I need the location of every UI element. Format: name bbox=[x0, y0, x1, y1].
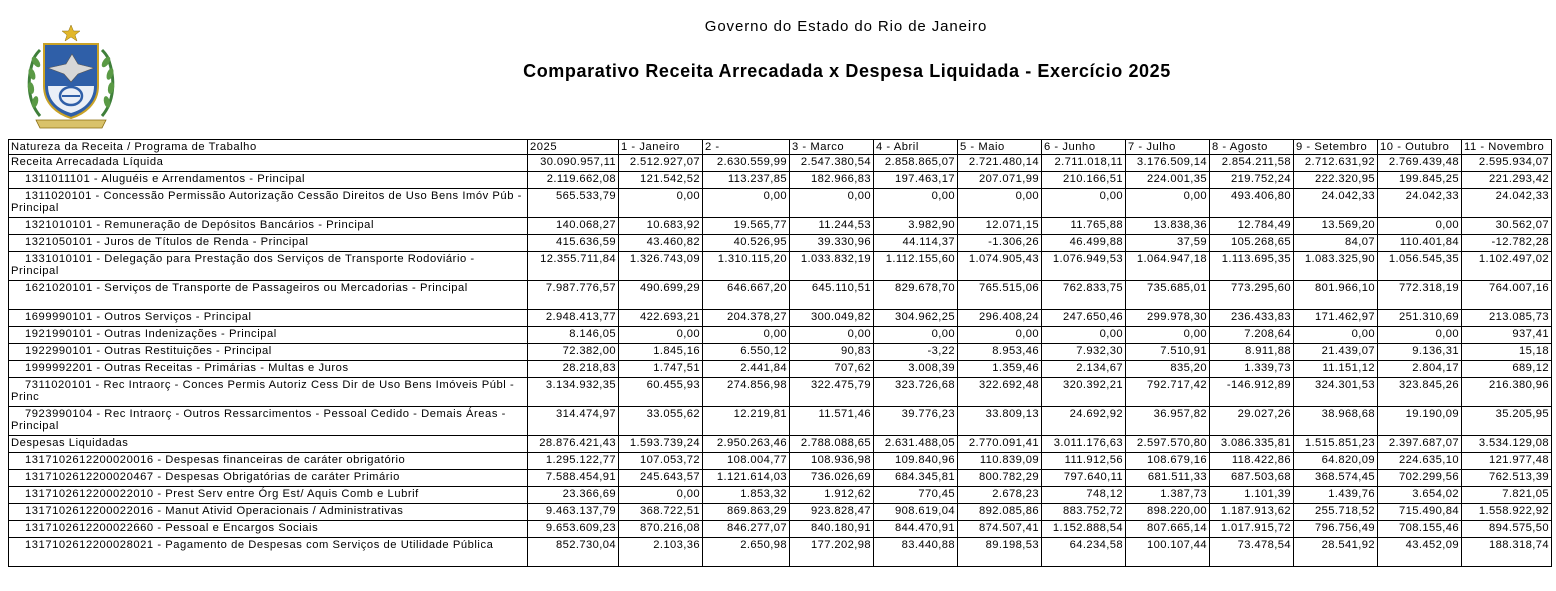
month-value-cell: 300.049,82 bbox=[790, 310, 874, 327]
month-value-cell: 2.595.934,07 bbox=[1462, 155, 1552, 172]
month-value-cell: 3.982,90 bbox=[874, 218, 958, 235]
month-value-cell: 224.001,35 bbox=[1126, 172, 1210, 189]
section-total-row bbox=[9, 155, 1552, 172]
month-value-cell: 39.330,96 bbox=[790, 235, 874, 252]
month-value-cell: 800.782,29 bbox=[958, 470, 1042, 487]
month-value-cell: 708.155,46 bbox=[1378, 521, 1462, 538]
year-total-cell: 8.146,05 bbox=[528, 327, 619, 344]
column-header-period: 2025 bbox=[528, 140, 619, 155]
month-value-cell: 0,00 bbox=[1126, 189, 1210, 218]
month-value-cell: 64.234,58 bbox=[1042, 538, 1126, 567]
month-value-cell: 2.631.488,05 bbox=[874, 436, 958, 453]
month-value-cell: 46.499,88 bbox=[1042, 235, 1126, 252]
month-value-cell: 1.187.913,62 bbox=[1210, 504, 1294, 521]
month-value-cell: 21.439,07 bbox=[1294, 344, 1378, 361]
year-total-cell: 30.090.957,11 bbox=[528, 155, 619, 172]
month-value-cell: -3,22 bbox=[874, 344, 958, 361]
month-value-cell: 121.977,48 bbox=[1462, 453, 1552, 470]
month-value-cell: 43.460,82 bbox=[619, 235, 703, 252]
month-value-cell: 0,00 bbox=[958, 327, 1042, 344]
month-value-cell: 247.650,46 bbox=[1042, 310, 1126, 327]
month-value-cell: 0,00 bbox=[874, 189, 958, 218]
month-value-cell: 2.788.088,65 bbox=[790, 436, 874, 453]
month-value-cell: 0,00 bbox=[703, 189, 790, 218]
month-value-cell: 646.667,20 bbox=[703, 281, 790, 310]
year-total-cell: 12.355.711,84 bbox=[528, 252, 619, 281]
month-value-cell: 2.103,36 bbox=[619, 538, 703, 567]
month-value-cell: 109.840,96 bbox=[874, 453, 958, 470]
month-value-cell: 177.202,98 bbox=[790, 538, 874, 567]
month-value-cell: 2.950.263,46 bbox=[703, 436, 790, 453]
month-value-cell: 219.752,24 bbox=[1210, 172, 1294, 189]
section-label: Receita Arrecadada Líquida bbox=[9, 155, 528, 172]
year-total-cell: 7.588.454,91 bbox=[528, 470, 619, 487]
table-row bbox=[9, 281, 1552, 310]
month-value-cell: -146.912,89 bbox=[1210, 378, 1294, 407]
column-header-period: 9 - Setembro bbox=[1294, 140, 1378, 155]
month-value-cell: 216.380,96 bbox=[1462, 378, 1552, 407]
month-value-cell: 64.820,09 bbox=[1294, 453, 1378, 470]
month-value-cell: 28.541,92 bbox=[1294, 538, 1378, 567]
month-value-cell: 304.962,25 bbox=[874, 310, 958, 327]
month-value-cell: 2.854.211,58 bbox=[1210, 155, 1294, 172]
table-row bbox=[9, 172, 1552, 189]
month-value-cell: 1.056.545,35 bbox=[1378, 252, 1462, 281]
month-value-cell: 36.957,82 bbox=[1126, 407, 1210, 436]
year-total-cell: 7.987.776,57 bbox=[528, 281, 619, 310]
month-value-cell: 923.828,47 bbox=[790, 504, 874, 521]
month-value-cell: 10.683,92 bbox=[619, 218, 703, 235]
table-row bbox=[9, 344, 1552, 361]
column-header-period: 4 - Abril bbox=[874, 140, 958, 155]
month-value-cell: 1.747,51 bbox=[619, 361, 703, 378]
month-value-cell: 764.007,16 bbox=[1462, 281, 1552, 310]
month-value-cell: 894.575,50 bbox=[1462, 521, 1552, 538]
month-value-cell: 299.978,30 bbox=[1126, 310, 1210, 327]
month-value-cell: 892.085,86 bbox=[958, 504, 1042, 521]
month-value-cell: 835,20 bbox=[1126, 361, 1210, 378]
year-total-cell: 9.463.137,79 bbox=[528, 504, 619, 521]
month-value-cell: 323.845,26 bbox=[1378, 378, 1462, 407]
month-value-cell: 772.318,19 bbox=[1378, 281, 1462, 310]
month-value-cell: 29.027,26 bbox=[1210, 407, 1294, 436]
month-value-cell: 213.085,73 bbox=[1462, 310, 1552, 327]
month-value-cell: 1.339,73 bbox=[1210, 361, 1294, 378]
month-value-cell: 1.033.832,19 bbox=[790, 252, 874, 281]
month-value-cell: 105.268,65 bbox=[1210, 235, 1294, 252]
month-value-cell: 2.769.439,48 bbox=[1378, 155, 1462, 172]
month-value-cell: 121.542,52 bbox=[619, 172, 703, 189]
month-value-cell: 645.110,51 bbox=[790, 281, 874, 310]
column-header-period: 2 - bbox=[703, 140, 790, 155]
month-value-cell: 0,00 bbox=[619, 189, 703, 218]
month-value-cell: 1.310.115,20 bbox=[703, 252, 790, 281]
month-value-cell: 171.462,97 bbox=[1294, 310, 1378, 327]
row-label: 1317102612200022016 - Manut Ativid Operacionais / Administrativas bbox=[9, 504, 528, 521]
month-value-cell: 792.717,42 bbox=[1126, 378, 1210, 407]
month-value-cell: 30.562,07 bbox=[1462, 218, 1552, 235]
column-header-period: 1 - Janeiro bbox=[619, 140, 703, 155]
month-value-cell: 222.320,95 bbox=[1294, 172, 1378, 189]
month-value-cell: 684.345,81 bbox=[874, 470, 958, 487]
row-label: 7311020101 - Rec Intraorç - Conces Permis Autoriz Cess Dir de Uso Bens Imóveis Públ - Princ bbox=[9, 378, 528, 407]
column-header-period: 7 - Julho bbox=[1126, 140, 1210, 155]
month-value-cell: 11.244,53 bbox=[790, 218, 874, 235]
month-value-cell: 255.718,52 bbox=[1294, 504, 1378, 521]
month-value-cell: 323.726,68 bbox=[874, 378, 958, 407]
month-value-cell: 1.074.905,43 bbox=[958, 252, 1042, 281]
month-value-cell: 39.776,23 bbox=[874, 407, 958, 436]
month-value-cell: 707,62 bbox=[790, 361, 874, 378]
table-row bbox=[9, 504, 1552, 521]
month-value-cell: 1.593.739,24 bbox=[619, 436, 703, 453]
month-value-cell: 9.136,31 bbox=[1378, 344, 1462, 361]
month-value-cell: 0,00 bbox=[874, 327, 958, 344]
row-label: 1321050101 - Juros de Títulos de Renda - Principal bbox=[9, 235, 528, 252]
year-total-cell: 72.382,00 bbox=[528, 344, 619, 361]
month-value-cell: -1.306,26 bbox=[958, 235, 1042, 252]
row-label: 1311020101 - Concessão Permissão Autorização Cessão Direitos de Uso Bens Imóv Púb - Principal bbox=[9, 189, 528, 218]
month-value-cell: 2.630.559,99 bbox=[703, 155, 790, 172]
section-label: Despesas Liquidadas bbox=[9, 436, 528, 453]
month-value-cell: 3.008,39 bbox=[874, 361, 958, 378]
month-value-cell: 937,41 bbox=[1462, 327, 1552, 344]
month-value-cell: 0,00 bbox=[619, 327, 703, 344]
month-value-cell: 3.011.176,63 bbox=[1042, 436, 1126, 453]
month-value-cell: 251.310,69 bbox=[1378, 310, 1462, 327]
month-value-cell: 2.397.687,07 bbox=[1378, 436, 1462, 453]
table-row bbox=[9, 378, 1552, 407]
month-value-cell: 33.055,62 bbox=[619, 407, 703, 436]
row-label: 1999992201 - Outras Receitas - Primárias - Multas e Juros bbox=[9, 361, 528, 378]
table-row bbox=[9, 521, 1552, 538]
month-value-cell: 24.692,92 bbox=[1042, 407, 1126, 436]
month-value-cell: 1.515.851,23 bbox=[1294, 436, 1378, 453]
month-value-cell: 765.515,06 bbox=[958, 281, 1042, 310]
month-value-cell: 2.597.570,80 bbox=[1126, 436, 1210, 453]
month-value-cell: 689,12 bbox=[1462, 361, 1552, 378]
month-value-cell: 11.151,12 bbox=[1294, 361, 1378, 378]
column-header-period: 10 - Outubro bbox=[1378, 140, 1462, 155]
month-value-cell: 715.490,84 bbox=[1378, 504, 1462, 521]
table-row bbox=[9, 487, 1552, 504]
month-value-cell: 3.086.335,81 bbox=[1210, 436, 1294, 453]
column-header-period: 3 - Marco bbox=[790, 140, 874, 155]
table-row bbox=[9, 453, 1552, 470]
month-value-cell: 83.440,88 bbox=[874, 538, 958, 567]
month-value-cell: 2.712.631,92 bbox=[1294, 155, 1378, 172]
month-value-cell: 210.166,51 bbox=[1042, 172, 1126, 189]
month-value-cell: 493.406,80 bbox=[1210, 189, 1294, 218]
month-value-cell: 0,00 bbox=[1126, 327, 1210, 344]
table-row bbox=[9, 407, 1552, 436]
month-value-cell: 108.679,16 bbox=[1126, 453, 1210, 470]
month-value-cell: 2.711.018,11 bbox=[1042, 155, 1126, 172]
month-value-cell: 801.966,10 bbox=[1294, 281, 1378, 310]
month-value-cell: 1.853,32 bbox=[703, 487, 790, 504]
row-label: 1317102612200020467 - Despesas Obrigatórias de caráter Primário bbox=[9, 470, 528, 487]
month-value-cell: 12.071,15 bbox=[958, 218, 1042, 235]
month-value-cell: 44.114,37 bbox=[874, 235, 958, 252]
month-value-cell: 1.064.947,18 bbox=[1126, 252, 1210, 281]
month-value-cell: 274.856,98 bbox=[703, 378, 790, 407]
month-value-cell: 24.042,33 bbox=[1294, 189, 1378, 218]
month-value-cell: 368.574,45 bbox=[1294, 470, 1378, 487]
column-header-period: 8 - Agosto bbox=[1210, 140, 1294, 155]
month-value-cell: 6.550,12 bbox=[703, 344, 790, 361]
month-value-cell: 1.101,39 bbox=[1210, 487, 1294, 504]
month-value-cell: 0,00 bbox=[790, 189, 874, 218]
month-value-cell: 735.685,01 bbox=[1126, 281, 1210, 310]
month-value-cell: 490.699,29 bbox=[619, 281, 703, 310]
table-row bbox=[9, 538, 1552, 567]
month-value-cell: 773.295,60 bbox=[1210, 281, 1294, 310]
month-value-cell: 35.205,95 bbox=[1462, 407, 1552, 436]
month-value-cell: 869.863,29 bbox=[703, 504, 790, 521]
month-value-cell: 1.017.915,72 bbox=[1210, 521, 1294, 538]
month-value-cell: 37,59 bbox=[1126, 235, 1210, 252]
month-value-cell: 797.640,11 bbox=[1042, 470, 1126, 487]
year-total-cell: 415.636,59 bbox=[528, 235, 619, 252]
month-value-cell: 2.770.091,41 bbox=[958, 436, 1042, 453]
month-value-cell: 296.408,24 bbox=[958, 310, 1042, 327]
year-total-cell: 2.948.413,77 bbox=[528, 310, 619, 327]
year-total-cell: 852.730,04 bbox=[528, 538, 619, 567]
month-value-cell: 2.678,23 bbox=[958, 487, 1042, 504]
month-value-cell: 3.654,02 bbox=[1378, 487, 1462, 504]
month-value-cell: 0,00 bbox=[1042, 327, 1126, 344]
month-value-cell: 11.765,88 bbox=[1042, 218, 1126, 235]
month-value-cell: 898.220,00 bbox=[1126, 504, 1210, 521]
table-row bbox=[9, 327, 1552, 344]
table-row bbox=[9, 235, 1552, 252]
month-value-cell: 111.912,56 bbox=[1042, 453, 1126, 470]
month-value-cell: 762.833,75 bbox=[1042, 281, 1126, 310]
table-row bbox=[9, 470, 1552, 487]
month-value-cell: 908.619,04 bbox=[874, 504, 958, 521]
month-value-cell: 829.678,70 bbox=[874, 281, 958, 310]
month-value-cell: 3.176.509,14 bbox=[1126, 155, 1210, 172]
month-value-cell: 0,00 bbox=[958, 189, 1042, 218]
month-value-cell: 7.510,91 bbox=[1126, 344, 1210, 361]
month-value-cell: 13.569,20 bbox=[1294, 218, 1378, 235]
table-row bbox=[9, 361, 1552, 378]
month-value-cell: 3.534.129,08 bbox=[1462, 436, 1552, 453]
month-value-cell: 110.839,09 bbox=[958, 453, 1042, 470]
row-label: 7923990104 - Rec Intraorç - Outros Ressarcimentos - Pessoal Cedido - Demais Áreas - Principal bbox=[9, 407, 528, 436]
month-value-cell: 2.134,67 bbox=[1042, 361, 1126, 378]
month-value-cell: 681.511,33 bbox=[1126, 470, 1210, 487]
month-value-cell: 188.318,74 bbox=[1462, 538, 1552, 567]
table-row bbox=[9, 189, 1552, 218]
month-value-cell: 236.433,83 bbox=[1210, 310, 1294, 327]
month-value-cell: 1.121.614,03 bbox=[703, 470, 790, 487]
year-total-cell: 2.119.662,08 bbox=[528, 172, 619, 189]
month-value-cell: 197.463,17 bbox=[874, 172, 958, 189]
month-value-cell: 110.401,84 bbox=[1378, 235, 1462, 252]
month-value-cell: 107.053,72 bbox=[619, 453, 703, 470]
month-value-cell: 108.936,98 bbox=[790, 453, 874, 470]
month-value-cell: 736.026,69 bbox=[790, 470, 874, 487]
month-value-cell: 118.422,86 bbox=[1210, 453, 1294, 470]
month-value-cell: 15,18 bbox=[1462, 344, 1552, 361]
month-value-cell: 1.912,62 bbox=[790, 487, 874, 504]
month-value-cell: 108.004,77 bbox=[703, 453, 790, 470]
month-value-cell: 368.722,51 bbox=[619, 504, 703, 521]
table-row bbox=[9, 218, 1552, 235]
month-value-cell: 12.219,81 bbox=[703, 407, 790, 436]
month-value-cell: 100.107,44 bbox=[1126, 538, 1210, 567]
month-value-cell: 11.571,46 bbox=[790, 407, 874, 436]
month-value-cell: 221.293,42 bbox=[1462, 172, 1552, 189]
month-value-cell: 1.102.497,02 bbox=[1462, 252, 1552, 281]
month-value-cell: 7.821,05 bbox=[1462, 487, 1552, 504]
month-value-cell: 1.152.888,54 bbox=[1042, 521, 1126, 538]
month-value-cell: 40.526,95 bbox=[703, 235, 790, 252]
month-value-cell: 2.721.480,14 bbox=[958, 155, 1042, 172]
month-value-cell: 796.756,49 bbox=[1294, 521, 1378, 538]
row-label: 1921990101 - Outras Indenizações - Principal bbox=[9, 327, 528, 344]
year-total-cell: 140.068,27 bbox=[528, 218, 619, 235]
month-value-cell: 33.809,13 bbox=[958, 407, 1042, 436]
month-value-cell: 1.076.949,53 bbox=[1042, 252, 1126, 281]
row-label: 1922990101 - Outras Restituições - Principal bbox=[9, 344, 528, 361]
month-value-cell: 807.665,14 bbox=[1126, 521, 1210, 538]
month-value-cell: 182.966,83 bbox=[790, 172, 874, 189]
month-value-cell: 24.042,33 bbox=[1378, 189, 1462, 218]
row-label: 1317102612200022010 - Prest Serv entre Órg Est/ Aquis Comb e Lubrif bbox=[9, 487, 528, 504]
column-header-period: 6 - Junho bbox=[1042, 140, 1126, 155]
month-value-cell: 870.216,08 bbox=[619, 521, 703, 538]
month-value-cell: 204.378,27 bbox=[703, 310, 790, 327]
row-label: 1311011101 - Aluguéis e Arrendamentos - Principal bbox=[9, 172, 528, 189]
row-label: 1317102612200020016 - Despesas financeiras de caráter obrigatório bbox=[9, 453, 528, 470]
month-value-cell: 2.441,84 bbox=[703, 361, 790, 378]
month-value-cell: 43.452,09 bbox=[1378, 538, 1462, 567]
month-value-cell: 24.042,33 bbox=[1462, 189, 1552, 218]
month-value-cell: 1.558.922,92 bbox=[1462, 504, 1552, 521]
row-label: 1331010101 - Delegação para Prestação dos Serviços de Transporte Rodoviário - Principal bbox=[9, 252, 528, 281]
column-header-period: 11 - Novembro bbox=[1462, 140, 1552, 155]
month-value-cell: 207.071,99 bbox=[958, 172, 1042, 189]
month-value-cell: 8.953,46 bbox=[958, 344, 1042, 361]
month-value-cell: 0,00 bbox=[790, 327, 874, 344]
month-value-cell: 0,00 bbox=[1378, 327, 1462, 344]
month-value-cell: 0,00 bbox=[619, 487, 703, 504]
row-label: 1621020101 - Serviços de Transporte de Passageiros ou Mercadorias - Principal bbox=[9, 281, 528, 310]
month-value-cell: 60.455,93 bbox=[619, 378, 703, 407]
month-value-cell: 73.478,54 bbox=[1210, 538, 1294, 567]
government-heading: Governo do Estado do Rio de Janeiro bbox=[704, 18, 988, 35]
month-value-cell: 224.635,10 bbox=[1378, 453, 1462, 470]
month-value-cell: 38.968,68 bbox=[1294, 407, 1378, 436]
month-value-cell: 199.845,25 bbox=[1378, 172, 1462, 189]
column-header-nature: Natureza da Receita / Programa de Trabalho bbox=[9, 140, 528, 155]
year-total-cell: 28.876.421,43 bbox=[528, 436, 619, 453]
month-value-cell: 687.503,68 bbox=[1210, 470, 1294, 487]
month-value-cell: 322.692,48 bbox=[958, 378, 1042, 407]
month-value-cell: 13.838,36 bbox=[1126, 218, 1210, 235]
month-value-cell: 7.208,64 bbox=[1210, 327, 1294, 344]
month-value-cell: 0,00 bbox=[1378, 218, 1462, 235]
year-total-cell: 565.533,79 bbox=[528, 189, 619, 218]
row-label: 1317102612200022660 - Pessoal e Encargos Sociais bbox=[9, 521, 528, 538]
month-value-cell: 1.439,76 bbox=[1294, 487, 1378, 504]
month-value-cell: 1.387,73 bbox=[1126, 487, 1210, 504]
page-title: Comparativo Receita Arrecadada x Despesa Liquidada - Exercício 2025 bbox=[523, 61, 1171, 81]
month-value-cell: 1.112.155,60 bbox=[874, 252, 958, 281]
year-total-cell: 1.295.122,77 bbox=[528, 453, 619, 470]
row-label: 1699990101 - Outros Serviços - Principal bbox=[9, 310, 528, 327]
table-row bbox=[9, 310, 1552, 327]
month-value-cell: 322.475,79 bbox=[790, 378, 874, 407]
year-total-cell: 9.653.609,23 bbox=[528, 521, 619, 538]
month-value-cell: 12.784,49 bbox=[1210, 218, 1294, 235]
month-value-cell: 245.643,57 bbox=[619, 470, 703, 487]
revenue-expense-table bbox=[8, 139, 1552, 567]
month-value-cell: 84,07 bbox=[1294, 235, 1378, 252]
year-total-cell: 314.474,97 bbox=[528, 407, 619, 436]
month-value-cell: 320.392,21 bbox=[1042, 378, 1126, 407]
month-value-cell: 90,83 bbox=[790, 344, 874, 361]
month-value-cell: 2.804,17 bbox=[1378, 361, 1462, 378]
month-value-cell: 846.277,07 bbox=[703, 521, 790, 538]
month-value-cell: 8.911,88 bbox=[1210, 344, 1294, 361]
year-total-cell: 28.218,83 bbox=[528, 361, 619, 378]
month-value-cell: 1.845,16 bbox=[619, 344, 703, 361]
row-label: 1321010101 - Remuneração de Depósitos Bancários - Principal bbox=[9, 218, 528, 235]
month-value-cell: 874.507,41 bbox=[958, 521, 1042, 538]
month-value-cell: 1.359,46 bbox=[958, 361, 1042, 378]
month-value-cell: 702.299,56 bbox=[1378, 470, 1462, 487]
month-value-cell: 2.858.865,07 bbox=[874, 155, 958, 172]
month-value-cell: 1.113.695,35 bbox=[1210, 252, 1294, 281]
row-label: 1317102612200028021 - Pagamento de Despesas com Serviços de Utilidade Pública bbox=[9, 538, 528, 567]
month-value-cell: 840.180,91 bbox=[790, 521, 874, 538]
month-value-cell: 89.198,53 bbox=[958, 538, 1042, 567]
month-value-cell: 748,12 bbox=[1042, 487, 1126, 504]
table-row bbox=[9, 252, 1552, 281]
month-value-cell: 113.237,85 bbox=[703, 172, 790, 189]
section-total-row bbox=[9, 436, 1552, 453]
month-value-cell: 762.513,39 bbox=[1462, 470, 1552, 487]
month-value-cell: 19.565,77 bbox=[703, 218, 790, 235]
table-header-row bbox=[9, 140, 1552, 155]
month-value-cell: 844.470,91 bbox=[874, 521, 958, 538]
year-total-cell: 23.366,69 bbox=[528, 487, 619, 504]
month-value-cell: 19.190,09 bbox=[1378, 407, 1462, 436]
month-value-cell: 770,45 bbox=[874, 487, 958, 504]
month-value-cell: 2.512.927,07 bbox=[619, 155, 703, 172]
month-value-cell: 7.932,30 bbox=[1042, 344, 1126, 361]
month-value-cell: 883.752,72 bbox=[1042, 504, 1126, 521]
month-value-cell: 1.326.743,09 bbox=[619, 252, 703, 281]
month-value-cell: 422.693,21 bbox=[619, 310, 703, 327]
column-header-period: 5 - Maio bbox=[958, 140, 1042, 155]
month-value-cell: 2.650,98 bbox=[703, 538, 790, 567]
month-value-cell: 0,00 bbox=[1042, 189, 1126, 218]
month-value-cell: 324.301,53 bbox=[1294, 378, 1378, 407]
month-value-cell: 2.547.380,54 bbox=[790, 155, 874, 172]
year-total-cell: 3.134.932,35 bbox=[528, 378, 619, 407]
month-value-cell: 0,00 bbox=[1294, 327, 1378, 344]
month-value-cell: -12.782,28 bbox=[1462, 235, 1552, 252]
month-value-cell: 1.083.325,90 bbox=[1294, 252, 1378, 281]
month-value-cell: 0,00 bbox=[703, 327, 790, 344]
